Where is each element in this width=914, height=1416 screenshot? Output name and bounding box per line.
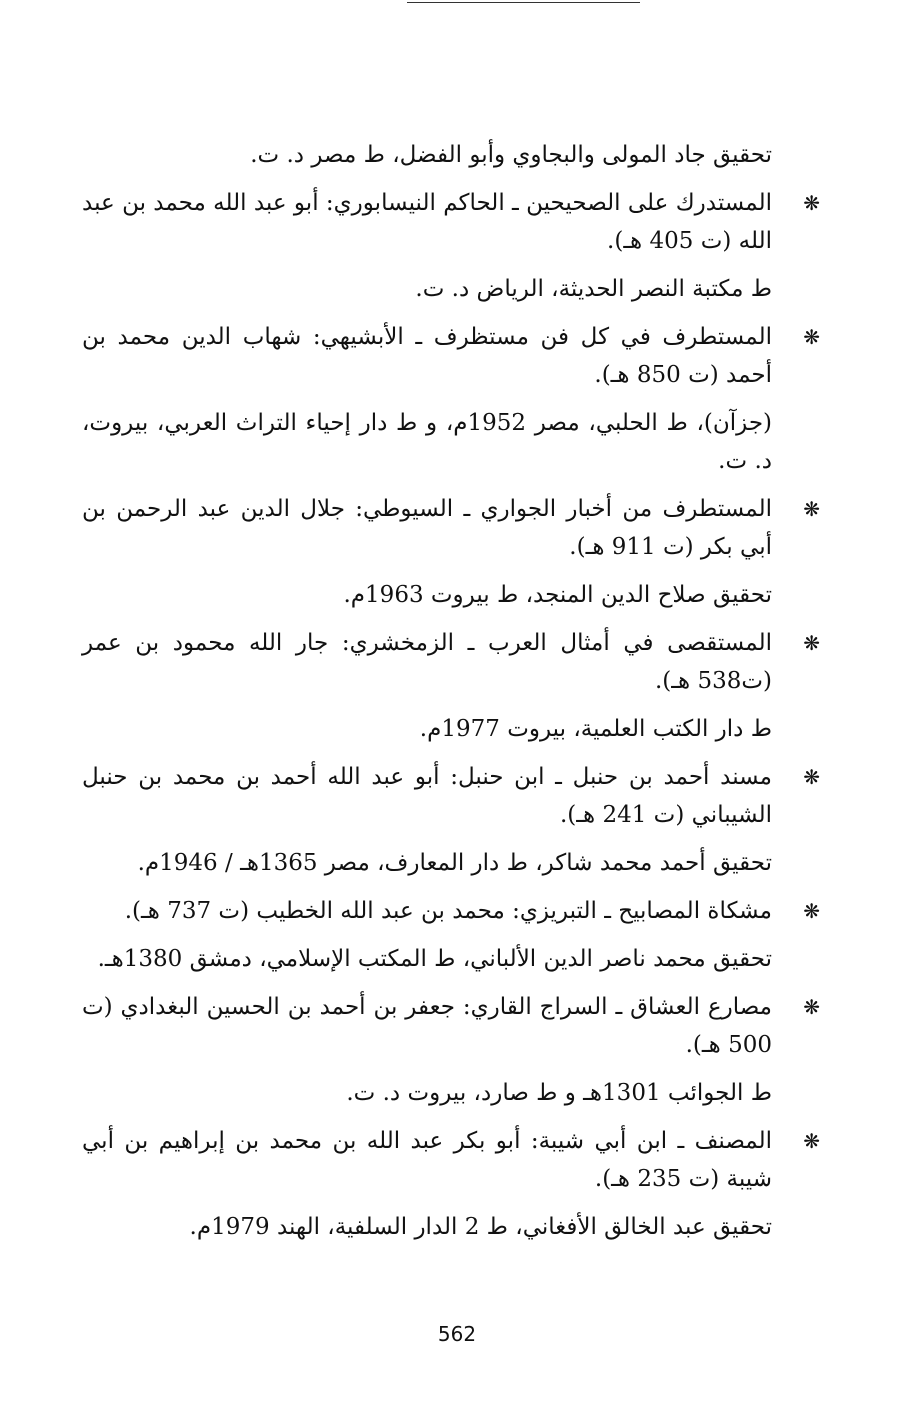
bibliography-entry: [82, 318, 820, 394]
page-number: 562: [437, 1322, 477, 1346]
bibliography-entry: [82, 624, 820, 700]
entry-text: مشكاة المصابيح ـ التبريزي: محمد بن عبد الله الخطيب (ت 737 هـ).: [124, 898, 772, 924]
entry-text: مسند أحمد بن حنبل ـ ابن حنبل: أبو عبد الله أحمد بن محمد بن حنبل الشيباني (ت 241 هـ).: [82, 764, 772, 828]
entry-text: المستطرف من أخبار الجواري ـ السيوطي: جلال الدين عبد الرحمن بن أبي بكر (ت 911 هـ).: [82, 496, 772, 560]
asterisk-bullet-icon: ❋: [803, 899, 820, 923]
entry-text: المستطرف في كل فن مستظرف ـ الأبشيهي: شهاب الدين محمد بن أحمد (ت 850 هـ).: [82, 324, 772, 388]
entry-text: مصارع العشاق ـ السراج القاري: جعفر بن أحمد بن الحسين البغدادي (ت 500 هـ).: [82, 994, 772, 1058]
header-rule: [407, 2, 640, 3]
bibliography-list: [82, 136, 820, 1256]
publication-note: تحقيق عبد الخالق الأفغاني، ط 2 الدار السلفية، الهند 1979م.: [189, 1214, 772, 1240]
bibliography-entry: [82, 892, 820, 930]
entry-text: المصنف ـ ابن أبي شيبة: أبو بكر عبد الله بن محمد بن إبراهيم بن أبي شيبة (ت 235 هـ).: [82, 1128, 772, 1192]
asterisk-bullet-icon: ❋: [803, 631, 820, 655]
publication-note: تحقيق أحمد محمد شاكر، ط دار المعارف، مصر 1365هـ / 1946م.: [137, 850, 772, 876]
bibliography-entry: [82, 490, 820, 566]
bibliography-entry: [82, 988, 820, 1064]
asterisk-bullet-icon: ❋: [803, 995, 820, 1019]
bibliography-entry: [82, 758, 820, 834]
publication-note: تحقيق جاد المولى والبجاوي وأبو الفضل، ط مصر د. ت.: [250, 142, 772, 168]
publication-note: ط دار الكتب العلمية، بيروت 1977م.: [419, 716, 772, 742]
asterisk-bullet-icon: ❋: [803, 325, 820, 349]
asterisk-bullet-icon: ❋: [803, 1129, 820, 1153]
asterisk-bullet-icon: ❋: [803, 765, 820, 789]
publication-note: ط الجوائب 1301هـ و ط صارد، بيروت د. ت.: [346, 1080, 772, 1106]
asterisk-bullet-icon: ❋: [803, 497, 820, 521]
asterisk-bullet-icon: ❋: [803, 191, 820, 215]
publication-note: ط مكتبة النصر الحديثة، الرياض د. ت.: [415, 276, 772, 302]
bibliography-entry: [82, 184, 820, 260]
entry-text: المستدرك على الصحيحين ـ الحاكم النيسابوري: أبو عبد الله محمد بن عبد الله (ت 405 هـ).: [82, 190, 772, 254]
publication-note: تحقيق صلاح الدين المنجد، ط بيروت 1963م.: [343, 582, 772, 608]
publication-note: (جزآن)، ط الحلبي، مصر 1952م، و ط دار إحياء التراث العربي، بيروت، د. ت.: [82, 410, 773, 474]
entry-text: المستقصى في أمثال العرب ـ الزمخشري: جار الله محمود بن عمر (ت538 هـ).: [82, 630, 772, 694]
publication-note: تحقيق محمد ناصر الدين الألباني، ط المكتب الإسلامي، دمشق 1380هـ.: [97, 946, 772, 972]
bibliography-entry: [82, 1122, 820, 1198]
